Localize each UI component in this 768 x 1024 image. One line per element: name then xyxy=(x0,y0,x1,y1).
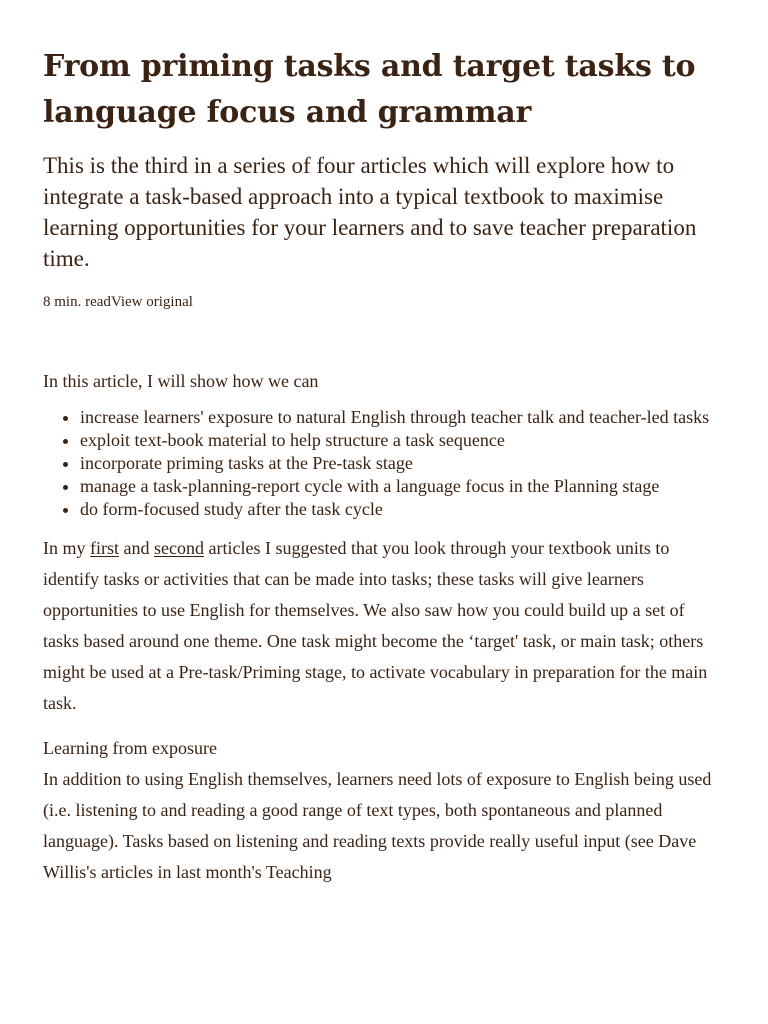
exposure-text: In addition to using English themselves, learners need lots of exposure to English being used (i.e. listening to and reading a good range of text types, both spontaneous and planned language). Tasks based on listening and reading texts provide really useful input (see Dave Willis's articles in last month's Teaching xyxy=(43,769,712,882)
list-item: • manage a task-planning-report cycle with a language focus in the Planning stage xyxy=(80,475,725,498)
list-item: • increase learners' exposure to natural English through teacher talk and teacher-led tasks xyxy=(80,406,725,429)
para-and: and xyxy=(119,538,154,558)
article-title: From priming tasks and target tasks to language focus and grammar xyxy=(43,49,696,130)
section-heading: Learning from exposure xyxy=(43,738,217,758)
list-item: • incorporate priming tasks at the Pre-task stage xyxy=(80,452,725,475)
article-meta xyxy=(43,292,725,312)
list-item: • do form-focused study after the task cycle xyxy=(80,498,725,521)
list-item: • exploit text-book material to help structure a task sequence xyxy=(80,429,725,452)
second-article-link[interactable]: second xyxy=(154,538,204,558)
view-original-link[interactable]: View original xyxy=(110,294,193,310)
para-prefix: In my xyxy=(43,538,90,558)
first-article-link[interactable]: first xyxy=(90,538,119,558)
paragraph-previous-articles xyxy=(43,533,725,719)
paragraph-exposure xyxy=(43,733,725,888)
intro-text: In this article, I will show how we can xyxy=(43,371,319,391)
read-time: 8 min. read xyxy=(43,294,111,310)
para-rest: articles I suggested that you look through your textbook units to identify tasks or activities that can be made into tasks; these tasks will give learners opportunities to use English for themselves. We also saw how you could build up a set of tasks based around one theme. One task might become the ‘target' task, or main task; others might be used at a Pre-task/Priming stage, to activate vocabulary in preparation for the main task. xyxy=(43,538,708,713)
article-lede: This is the third in a series of four articles which will explore how to integrate a task-based approach into a typical textbook to maximise learning opportunities for your learners and to save teacher preparation time. xyxy=(43,153,697,271)
objectives-list xyxy=(43,406,725,521)
